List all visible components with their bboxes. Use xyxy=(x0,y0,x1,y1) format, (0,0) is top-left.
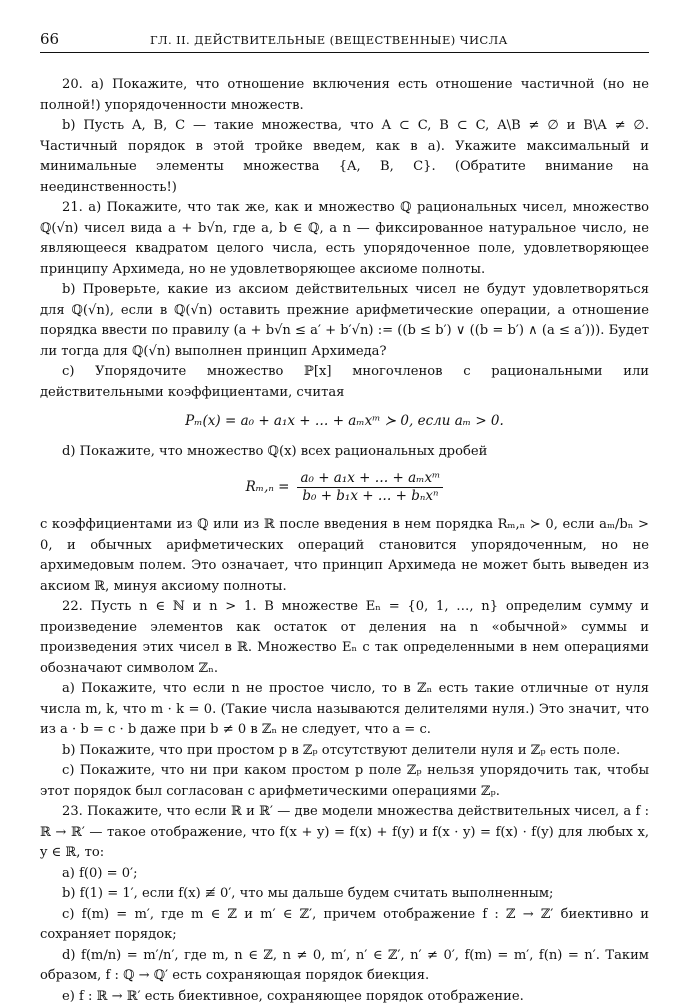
rational-fraction-formula xyxy=(40,470,649,505)
fraction-lhs: Rₘ,ₙ = xyxy=(246,477,290,498)
exercise-23d: d) f(m/n) = m′/n′, где m, n ∈ ℤ, n ≠ 0, m′, n′ ∈ ℤ′, n′ ≠ 0′, f(m) = m′, f(n) = n′. Таким образом, f : ℚ → ℚ′ есть сохраняющая порядок биекция. xyxy=(40,946,649,987)
exercise-21c: c) Упорядочите множество ℙ[x] многочленов с рациональными или действительными коэффициентами, считая xyxy=(40,362,649,403)
exercise-23c: c) f(m) = m′, где m ∈ ℤ и m′ ∈ ℤ′, причем отображение f : ℤ → ℤ′ биективно и сохраняет порядок; xyxy=(40,905,649,946)
fraction-numerator: a₀ + a₁x + … + aₘxᵐ xyxy=(297,470,443,488)
fraction-denominator: b₀ + b₁x + … + bₙxⁿ xyxy=(299,488,441,505)
page-number: 66 xyxy=(40,30,150,48)
exercise-23a: a) f(0) = 0′; xyxy=(40,864,649,885)
running-header xyxy=(40,30,649,53)
exercise-21b: b) Проверьте, какие из аксиом действительных чисел не будут удовлетворяться для ℚ(√n), если в ℚ(√n) оставить прежние арифметические операции, а отношение порядка ввести по правилу (a + b√n ≤ a′ + b′√n) := ((b ≤ b′) ∨ ((b = b′) ∧ (a ≤ a′))). Будет ли тогда для ℚ(√n) выполнен принцип Архимеда? xyxy=(40,280,649,362)
exercise-21d-cont: с коэффициентами из ℚ или из ℝ после введения в нем порядка Rₘ,ₙ ≻ 0, если aₘ/bₙ > 0, и обычных арифметических операций становится упорядоченным, но не архимедовым полем. Это означает, что принцип Архимеда не может быть выведен из аксиом ℝ, минуя аксиому полноты. xyxy=(40,515,649,597)
exercise-23e: e) f : ℝ → ℝ′ есть биективное, сохраняющее порядок отображение. xyxy=(40,987,649,1007)
exercise-22: 22. Пусть n ∈ ℕ и n > 1. В множестве Eₙ = {0, 1, …, n} определим сумму и произведение элементов как остаток от деления на n «обычной» суммы и произведения этих чисел в ℝ. Множество Eₙ с так определенными в нем операциями обозначают символом ℤₙ. xyxy=(40,597,649,679)
exercise-22a: a) Покажите, что если n не простое число, то в ℤₙ есть такие отличные от нуля числа m, k, что m · k = 0. (Такие числа называются делителями нуля.) Это значит, что из a · b = c · b даже при b ≠ 0 в ℤₙ не следует, что a = c. xyxy=(40,679,649,741)
exercise-23b: b) f(1) = 1′, если f(x) ≢ 0′, что мы дальше будем считать выполненным; xyxy=(40,884,649,905)
exercise-22b: b) Покажите, что при простом p в ℤₚ отсутствуют делители нуля и ℤₚ есть поле. xyxy=(40,741,649,762)
chapter-title: ГЛ. II. ДЕЙСТВИТЕЛЬНЫЕ (ВЕЩЕСТВЕННЫЕ) ЧИСЛА xyxy=(150,33,508,47)
exercise-20b: b) Пусть A, B, C — такие множества, что A ⊂ C, B ⊂ C, A\B ≠ ∅ и B\A ≠ ∅. Частичный порядок в этой тройке введем, как в a). Укажите максимальный и минимальные элементы множества {A, B, C}. (Обратите внимание на неединственность!) xyxy=(40,116,649,198)
exercise-20a: 20. a) Покажите, что отношение включения есть отношение частичной (но не полной!) упорядоченности множеств. xyxy=(40,75,649,116)
polynomial-order-formula: Pₘ(x) = a₀ + a₁x + … + aₘxᵐ ≻ 0, если aₘ > 0. xyxy=(40,411,649,432)
exercise-21d: d) Покажите, что множество ℚ(x) всех рациональных дробей xyxy=(40,442,649,463)
exercise-21a: 21. a) Покажите, что так же, как и множество ℚ рациональных чисел, множество ℚ(√n) чисел вида a + b√n, где a, b ∈ ℚ, а n — фиксированное натуральное число, не являющееся квадратом целого числа, есть упорядоченное поле, удовлетворяющее принципу Архимеда, но не удовлетворяющее аксиоме полноты. xyxy=(40,198,649,280)
exercise-22c: c) Покажите, что ни при каком простом p поле ℤₚ нельзя упорядочить так, чтобы этот порядок был согласован с арифметическими операциями ℤₚ. xyxy=(40,761,649,802)
exercise-23: 23. Покажите, что если ℝ и ℝ′ — две модели множества действительных чисел, а f : ℝ → ℝ′ — такое отображение, что f(x + y) = f(x) + f(y) и f(x · y) = f(x) · f(y) для любых x, y ∈ ℝ, то: xyxy=(40,802,649,864)
page-body xyxy=(40,75,649,1007)
fraction xyxy=(297,470,443,505)
